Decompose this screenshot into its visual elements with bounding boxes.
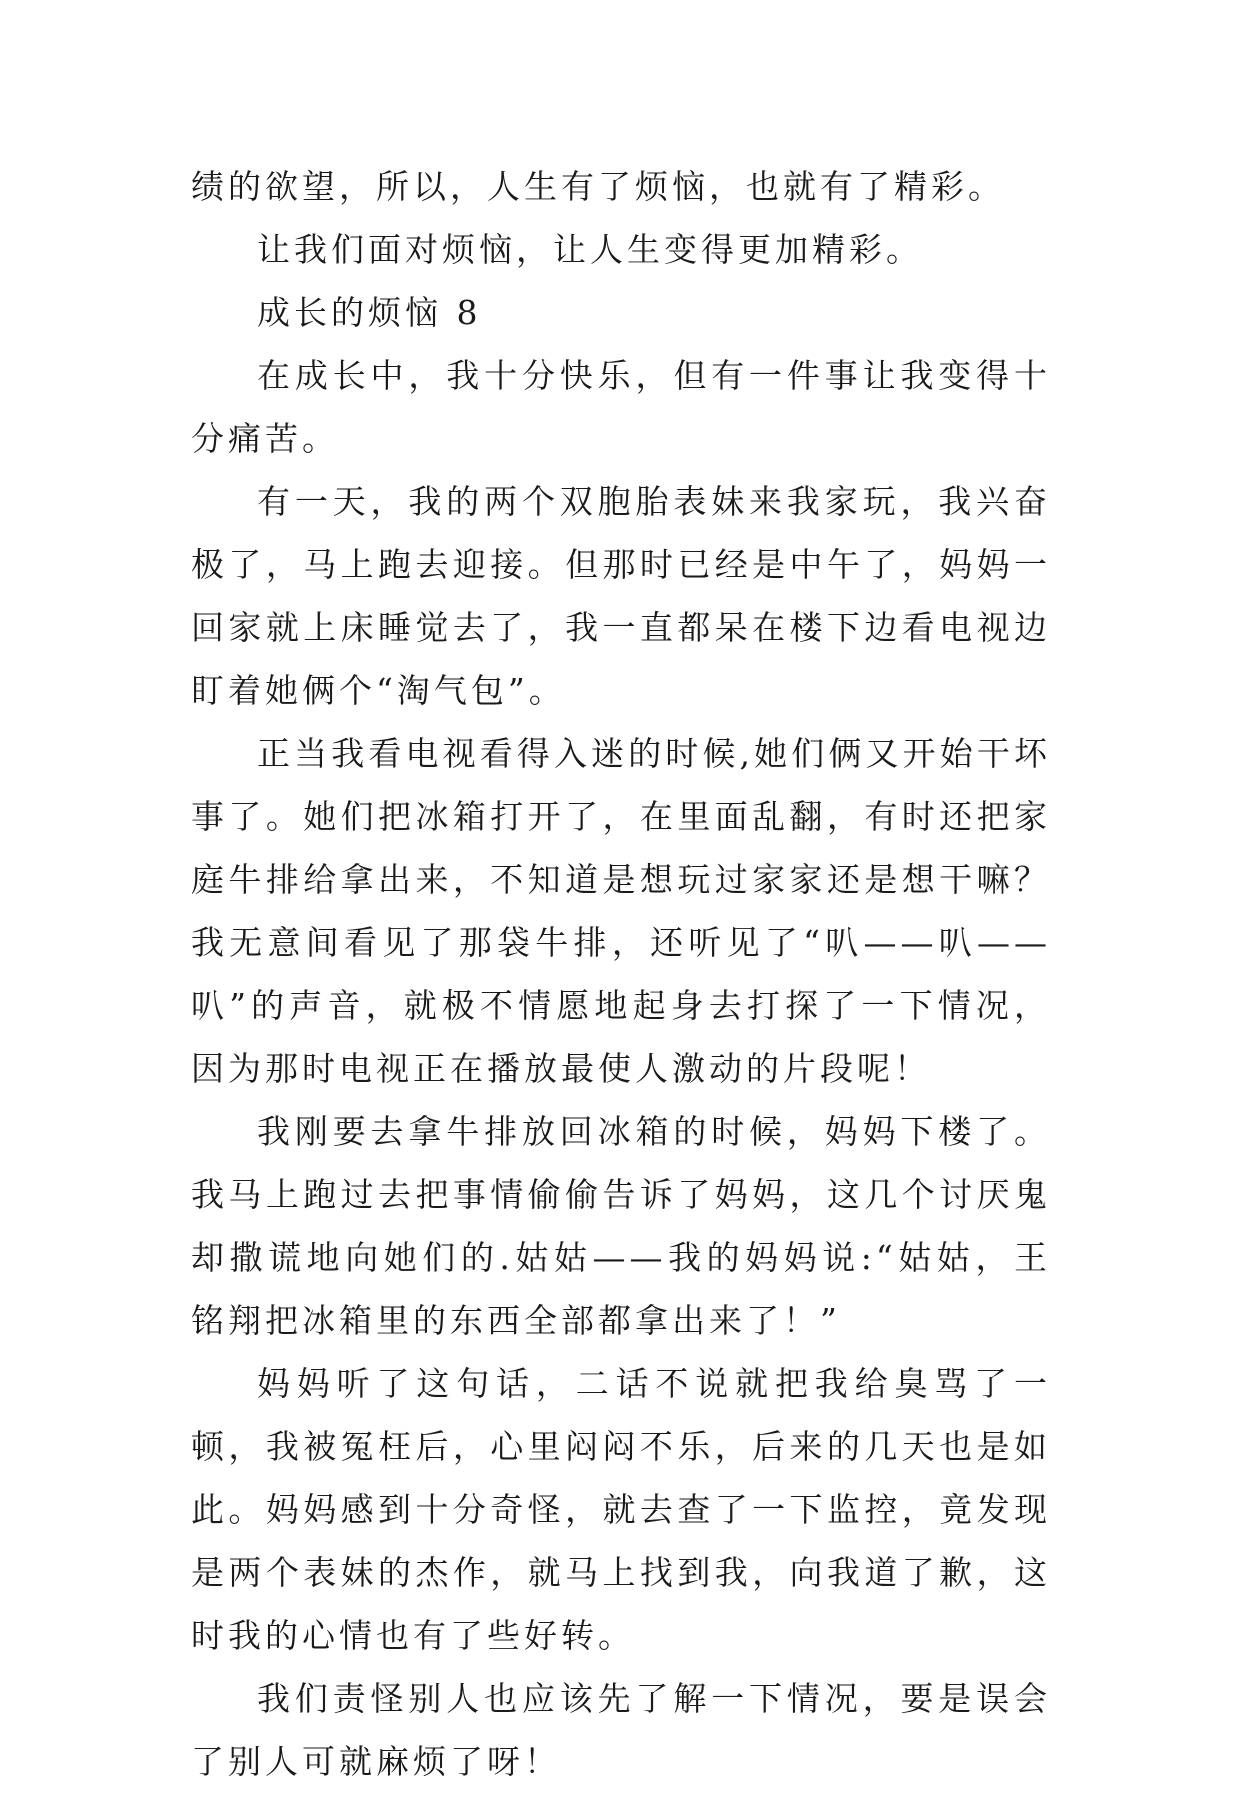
paragraph: 在成长中，我十分快乐，但有一件事让我变得十分痛苦。 [191, 356, 1051, 458]
paragraph: 我们责怪别人也应该先了解一下情况，要是误会了别人可就麻烦了呀！ [191, 1679, 1051, 1781]
paragraph-continuation: 绩的欲望，所以，人生有了烦恼，也就有了精彩。 [191, 167, 1005, 206]
document-body [191, 155, 1051, 1793]
paragraph: 我刚要去拿牛排放回冰箱的时候，妈妈下楼了。我马上跑过去把事情偷偷告诉了妈妈，这几个讨厌鬼却撒谎地向她们的.姑姑——我的妈妈说:“姑姑，王铭翔把冰箱里的东西全部都拿出来了！” [191, 1112, 1051, 1340]
paragraph: 正当我看电视看得入迷的时候,她们俩又开始干坏事了。她们把冰箱打开了，在里面乱翻，有时还把家庭牛排给拿出来，不知道是想玩过家家还是想干嘛？我无意间看见了那袋牛排，还听见了“叭——叭——叭”的声音，就极不情愿地起身去打探了一下情况，因为那时电视正在播放最使人激动的片段呢！ [191, 734, 1051, 1088]
paragraph: 妈妈听了这句话，二话不说就把我给臭骂了一顿，我被冤枉后，心里闷闷不乐，后来的几天也是如此。妈妈感到十分奇怪，就去查了一下监控，竟发现是两个表妹的杰作，就马上找到我，向我道了歉，这时我的心情也有了些好转。 [191, 1364, 1051, 1655]
paragraph: 有一天，我的两个双胞胎表妹来我家玩，我兴奋极了，马上跑去迎接。但那时已经是中午了，妈妈一回家就上床睡觉去了，我一直都呆在楼下边看电视边盯着她俩个“淘气包”。 [191, 482, 1051, 710]
section-heading: 成长的烦恼 8 [257, 293, 482, 332]
paragraph: 让我们面对烦恼，让人生变得更加精彩。 [257, 230, 923, 269]
